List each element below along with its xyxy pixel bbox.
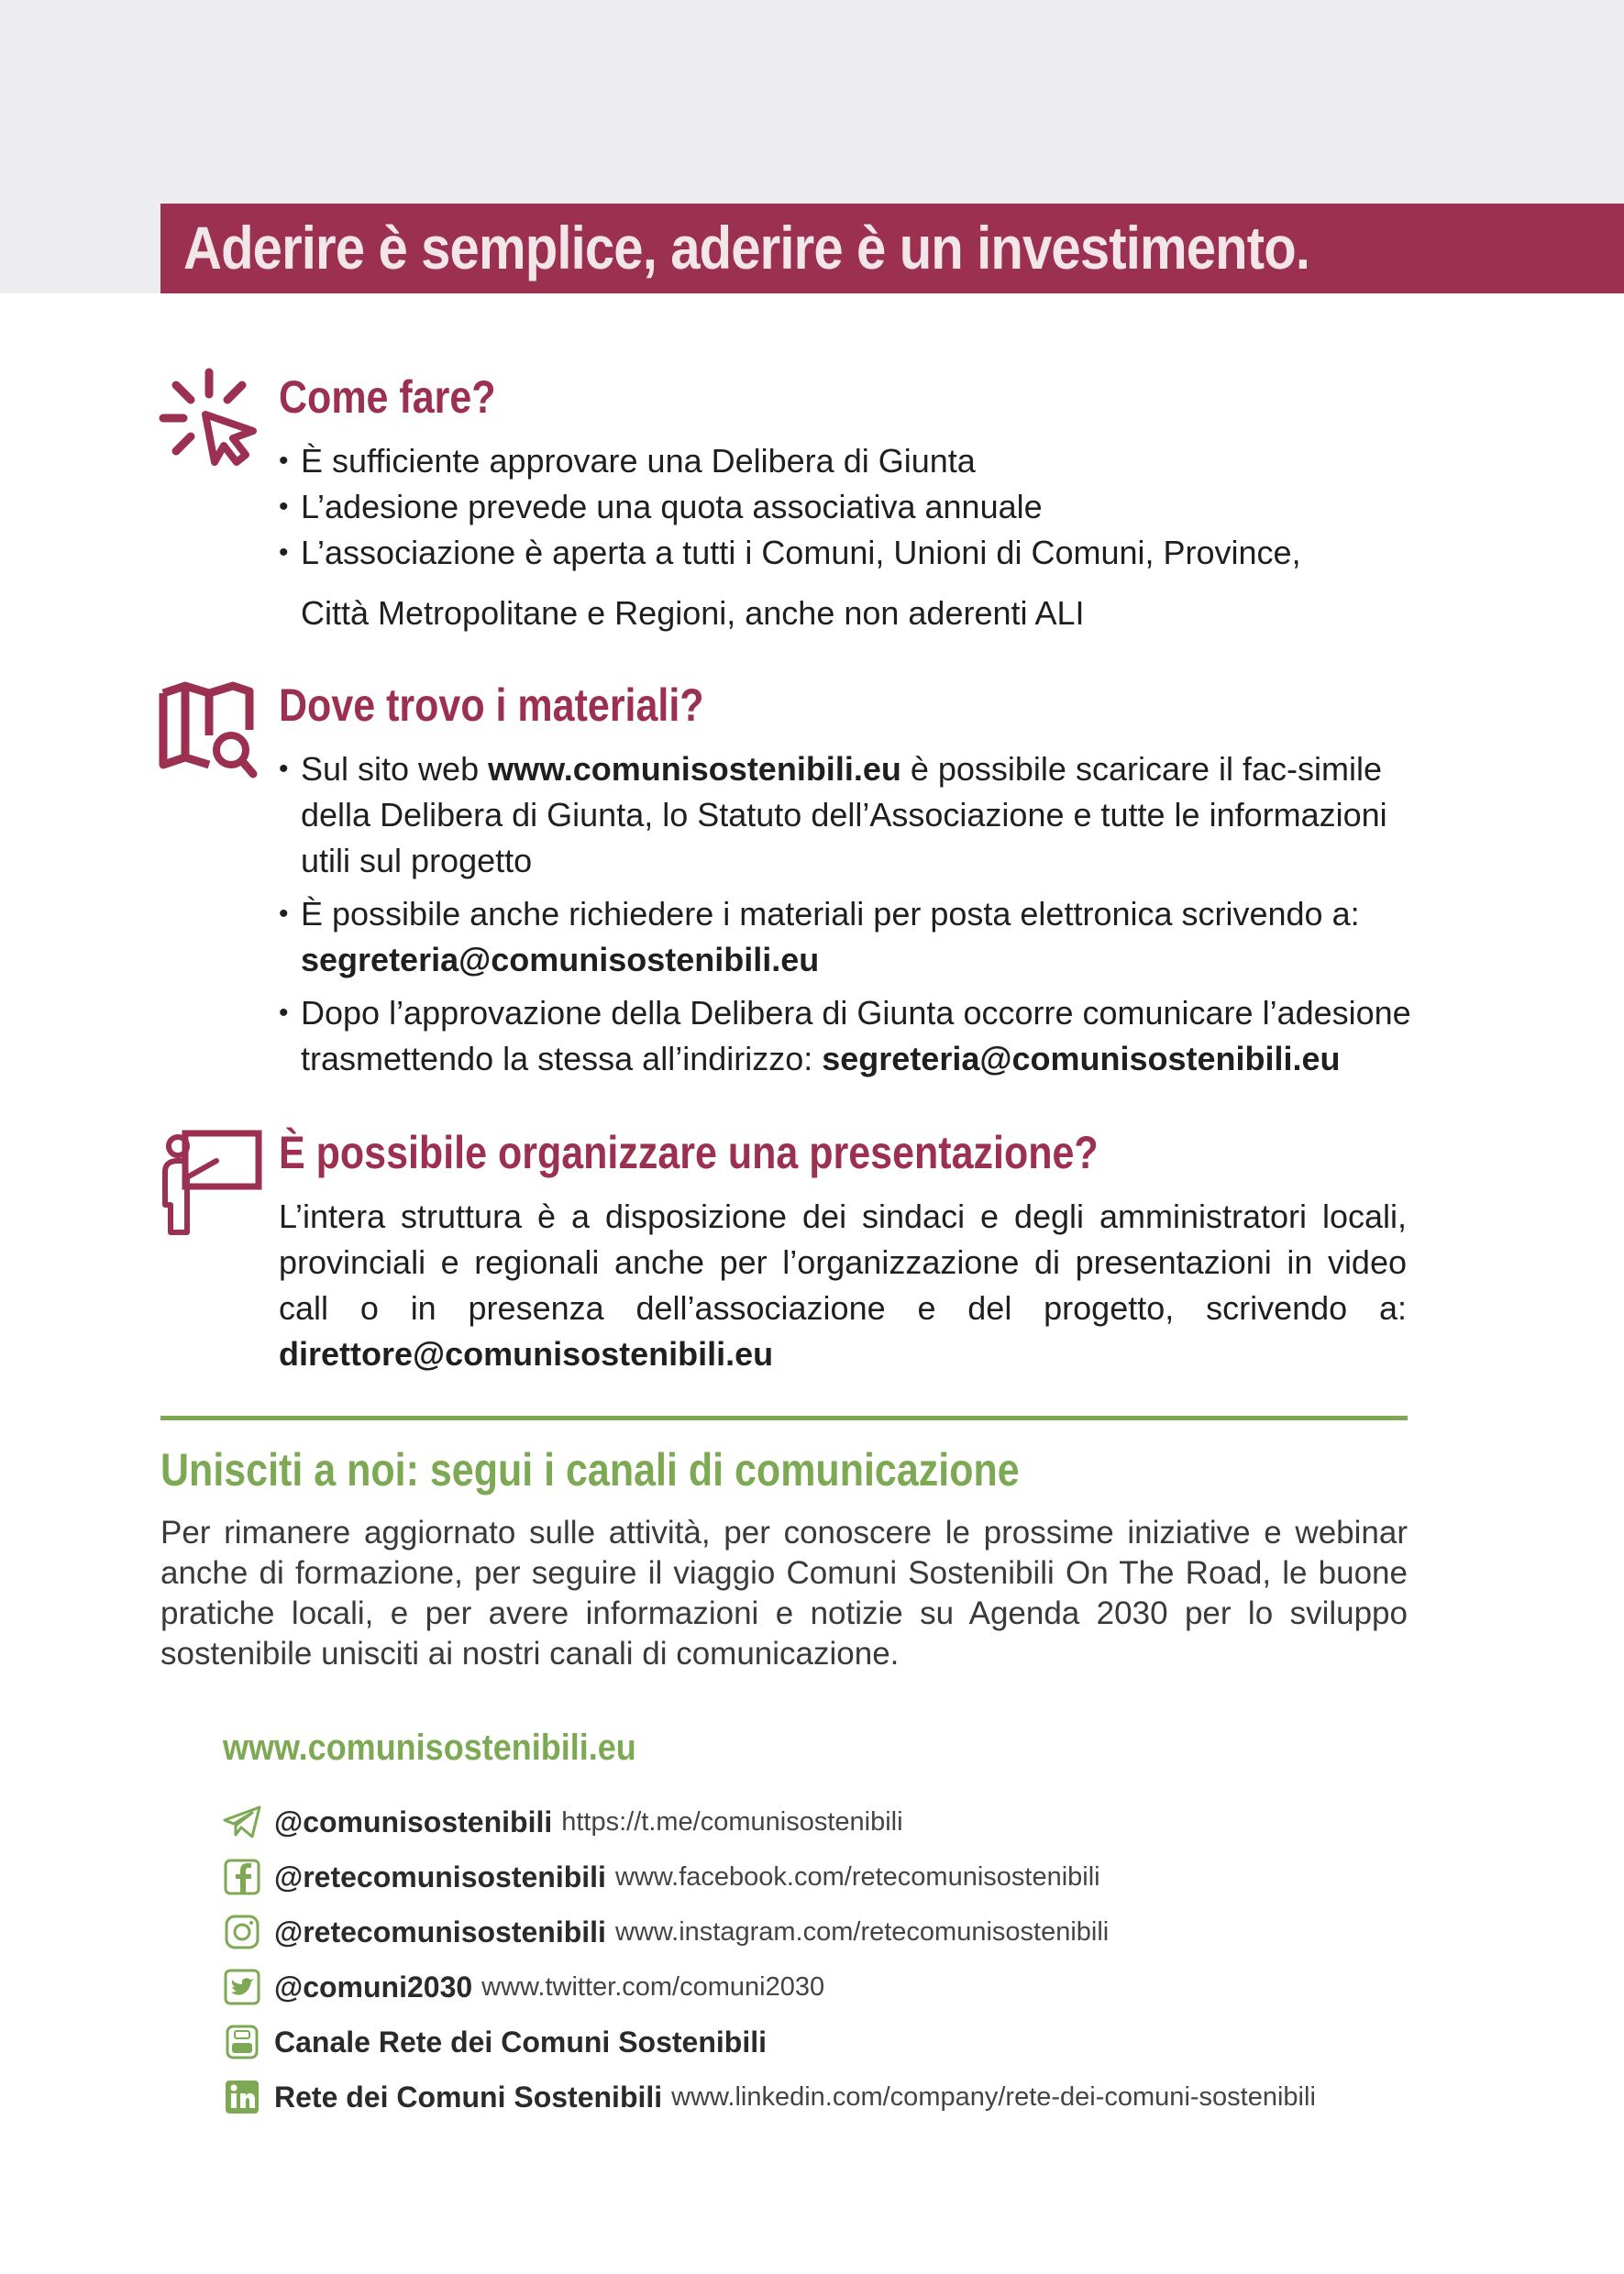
page-title: Aderire è semplice, aderire è un investimento.	[183, 214, 1310, 281]
channels-title: Unisciti a noi: segui i canali di comunicazione	[160, 1444, 1020, 1496]
social-url[interactable]: www.facebook.com/retecomunisostenibili	[614, 1861, 1100, 1892]
email-link[interactable]: direttore@comunisostenibili.eu	[279, 1335, 774, 1373]
list-item-text: Dopo l’approvazione della Delibera di Giunta occorre comunicare l’adesione trasmettendo la stessa all’indirizzo:	[301, 994, 1411, 1077]
social-handle: @retecomunisostenibili	[274, 1860, 606, 1893]
social-url[interactable]: www.instagram.com/retecomunisostenibili	[614, 1916, 1110, 1947]
map-search-icon	[158, 680, 259, 781]
social-row-instagram[interactable]	[223, 1911, 1415, 1953]
website-link[interactable]: www.comunisostenibili.eu	[223, 1728, 636, 1768]
social-row-facebook[interactable]	[223, 1856, 1415, 1898]
social-url[interactable]: https://t.me/comunisostenibili	[561, 1806, 903, 1837]
social-url[interactable]: www.twitter.com/comuni2030	[481, 1971, 825, 2002]
list-item: • È sufficiente approvare una Delibera di Giunta	[279, 438, 1429, 484]
linkedin-icon	[223, 2078, 261, 2116]
list-item	[279, 990, 1429, 1082]
instagram-icon	[223, 1913, 261, 1951]
social-handle: @comunisostenibili	[274, 1805, 553, 1838]
section-title-presentazione: È possibile organizzare una presentazione?	[279, 1127, 1099, 1178]
list-item-text: È possibile anche richiedere i materiali per posta elettronica scrivendo a:	[301, 895, 1360, 933]
website-link[interactable]: www.comunisostenibili.eu	[488, 750, 901, 788]
body-text: L’intera struttura è a disposizione dei sindaci e degli amministratori locali, provinciali e regionali anche per l’organizzazione di presentazioni in video call o in presenza dell’associazione e del progetto, scrivendo a:	[279, 1198, 1407, 1327]
youtube-icon	[223, 2023, 261, 2061]
come-fare-list	[279, 438, 1429, 576]
list-item-text: è possibile scaricare il fac-simile della Delibera di Giunta, lo Statuto dell’Associazione e tutte le informazioni utili sul progetto	[301, 750, 1387, 879]
social-handle: @comuni2030	[274, 1970, 473, 2004]
list-item	[279, 891, 1429, 983]
social-row-telegram[interactable]	[223, 1801, 1415, 1843]
social-handle: Canale Rete dei Comuni Sostenibili	[274, 2025, 767, 2059]
list-item: • L’associazione è aperta a tutti i Comuni, Unioni di Comuni, Province,	[279, 530, 1429, 576]
twitter-icon	[223, 1968, 261, 2006]
list-item	[279, 746, 1429, 884]
social-handle: @retecomunisostenibili	[274, 1915, 606, 1948]
social-row-linkedin[interactable]	[223, 2076, 1415, 2118]
list-item: • L’adesione prevede una quota associativa annuale	[279, 484, 1429, 530]
list-item-continuation: Città Metropolitane e Regioni, anche non aderenti ALI	[301, 594, 1085, 632]
list-item-text: Sul sito web	[301, 750, 489, 788]
facebook-icon	[223, 1858, 261, 1896]
presentazione-text	[279, 1194, 1407, 1377]
divider	[160, 1416, 1408, 1420]
email-link[interactable]: segreteria@comunisostenibili.eu	[301, 941, 820, 978]
telegram-icon	[223, 1803, 261, 1841]
section-title-materiali: Dove trovo i materiali?	[279, 679, 704, 731]
materiali-list	[279, 746, 1429, 1082]
email-link[interactable]: segreteria@comunisostenibili.eu	[822, 1040, 1341, 1077]
section-title-come-fare: Come fare?	[279, 371, 496, 423]
social-row-youtube[interactable]	[223, 2021, 1415, 2063]
presentation-icon	[158, 1128, 264, 1238]
click-cursor-icon	[158, 367, 260, 468]
social-row-twitter[interactable]	[223, 1966, 1415, 2008]
social-handle: Rete dei Comuni Sostenibili	[274, 2080, 663, 2114]
channels-intro: Per rimanere aggiornato sulle attività, per conoscere le prossime iniziative e webinar anche di formazione, per seguire il viaggio Comuni Sostenibili On The Road, le buone pratiche locali, e per avere informazioni e notizie su Agenda 2030 per lo sviluppo sostenibile unisciti ai nostri canali di comunicazione.	[160, 1515, 1408, 1672]
social-url[interactable]: www.linkedin.com/company/rete-dei-comuni-sostenibili	[671, 2081, 1316, 2112]
